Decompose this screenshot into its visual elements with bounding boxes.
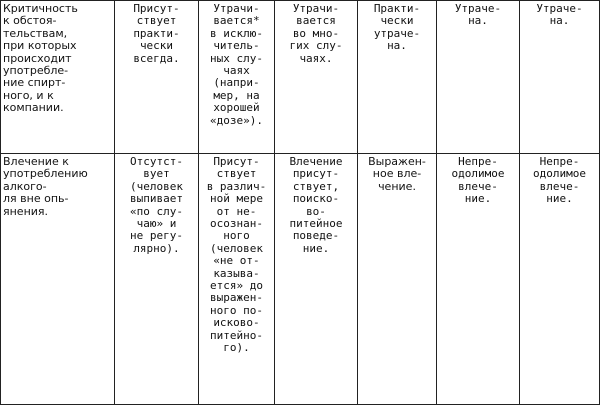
table-cell: Непре- одолимое влече- ние. [520, 154, 600, 405]
table-cell: Непре- одолимое влече- ние. [437, 154, 520, 405]
table-cell: Утрачи- вается* в исклю- читель- ных слу- чаях (напри- мер, на хорошей «дозе»). [199, 1, 275, 154]
table-cell: Практи- чески утраче- на. [358, 1, 437, 154]
table-row [1, 154, 600, 405]
table-cell: Выражен- ное вле- чение. [358, 154, 437, 405]
craving-label-cell: Влечение к употреблению алкого- ля вне опь- янения. [1, 154, 115, 405]
table-cell: Влечение присут- ствует, поиско- во- питейное поведе- ние. [275, 154, 358, 405]
table-cell: Утраче- на. [520, 1, 600, 154]
criticality-label-cell: Критичность к обстоя- тельствам, при которых происходит употребле- ние спирт- ного, и к компании. [1, 1, 115, 154]
table-cell: Утраче- на. [437, 1, 520, 154]
table-row [1, 1, 600, 154]
table-cell: Отсутст- вует (человек выпивает «по слу- чаю» и не регу- лярно). [115, 154, 199, 405]
table-cell: Присут- ствует в различ- ной мере от не- осознан- ного (человек «не от- казыва- ется» до выражен- ного по- исково- питейно- го). [199, 154, 275, 405]
table-cell: Утрачи- вается во мно- гих слу- чаях. [275, 1, 358, 154]
table-cell: Присут- ствует практи- чески всегда. [115, 1, 199, 154]
